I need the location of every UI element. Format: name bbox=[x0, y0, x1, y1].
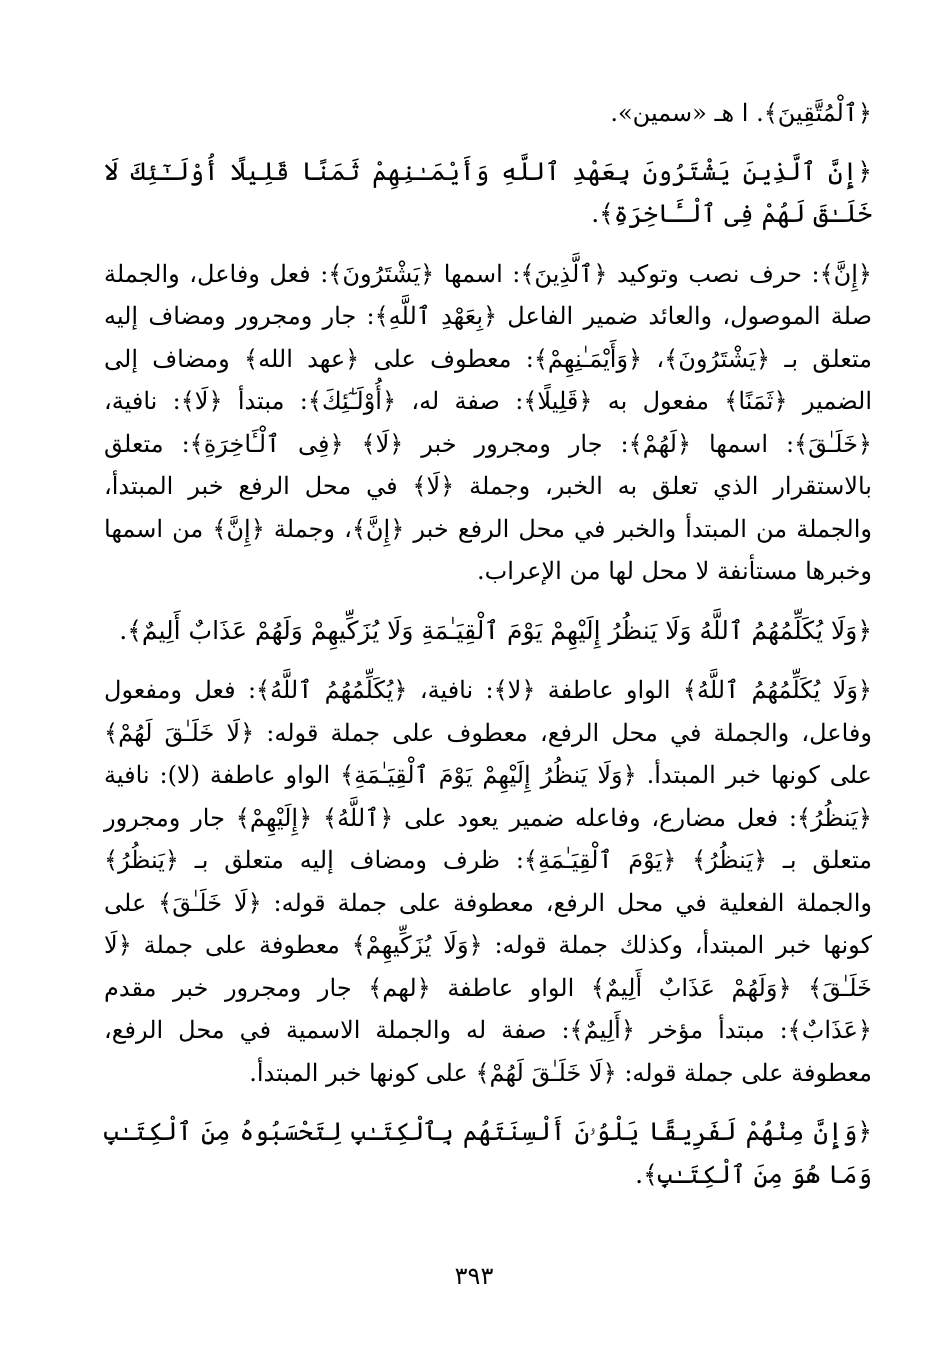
quran-verse: ﴿إِنَّ ٱلَّذِينَ يَشْتَرُونَ بِعَهْدِ ٱللَّهِ وَأَيْمَـٰنِهِمْ ثَمَنًا قَلِيلًا أُوْلَـٰٓئِكَ لَا خَلَـٰقَ لَهُمْ فِى ٱلْـَٔاخِرَةِ﴾. bbox=[104, 156, 872, 228]
paragraph-citation: ﴿ٱلْمُتَّقِينَ﴾. ا هـ «سمين». bbox=[610, 99, 872, 127]
grammar-analysis: ﴿إِنَّ﴾: حرف نصب وتوكيد ﴿ٱلَّذِينَ﴾: اسمها ﴿يَشْتَرُونَ﴾: فعل وفاعل، والجملة صلة الموصول، والعائد ضمير الفاعل ﴿بِعَهْدِ ٱللَّهِ﴾: جار ومجرور ومضاف إليه متعلق بـ ﴿يَشْتَرُونَ﴾، ﴿وَأَيْمَـٰنِهِمْ﴾: معطوف على ﴿عهد الله﴾ ومضاف إلى الضمير ﴿ثَمَنًا﴾ مفعول به ﴿قَلِيلًا﴾: صفة له، ﴿أُوْلَـٰٓئِكَ﴾: مبتدأ ﴿لَا﴾: نافية، ﴿خَلَـٰقَ﴾: اسمها ﴿لَهُمْ﴾: جار ومجرور خبر ﴿لَا﴾ ﴿فِى ٱلْـَٔاخِرَةِ﴾: متعلق بالاستقرار الذي تعلق به الخبر، وجملة ﴿لَا﴾ في محل الرفع خبر المبتدأ، والجملة من المبتدأ والخبر في محل الرفع خبر ﴿إِنَّ﴾، وجملة ﴿إِنَّ﴾ من اسمها وخبرها مستأنفة لا محل لها من الإعراب. bbox=[104, 259, 872, 585]
grammar-analysis: ﴿وَلَا يُكَلِّمُهُمُ ٱللَّهُ﴾ الواو عاطفة ﴿لا﴾: نافية، ﴿يُكَلِّمُهُمُ ٱللَّهُ﴾: فعل ومفعول وفاعل، والجملة في محل الرفع، معطوف على جملة قوله: ﴿لَا خَلَـٰقَ لَهُمْ﴾ على كونها خبر المبتدأ. ﴿وَلَا يَنظُرُ إِلَيْهِمْ يَوْمَ ٱلْقِيَـٰمَةِ﴾ الواو عاطفة (لا): نافية ﴿يَنظُرُ﴾: فعل مضارع، وفاعله ضمير يعود على ﴿ٱللَّهُ﴾ ﴿إِلَيْهِمْ﴾ جار ومجرور متعلق بـ ﴿يَنظُرُ﴾ ﴿يَوْمَ ٱلْقِيَـٰمَةِ﴾: ظرف ومضاف إليه متعلق بـ ﴿يَنظُرُ﴾ والجملة الفعلية في محل الرفع، معطوفة على جملة قوله: ﴿لَا خَلَـٰقَ﴾ على كونها خبر المبتدأ، وكذلك جملة قوله: ﴿وَلَا يُزَكِّيهِمْ﴾ معطوفة على جملة ﴿لَا خَلَـٰقَ﴾ ﴿وَلَهُمْ عَذَابٌ أَلِيمٌ﴾ الواو عاطفة ﴿لهم﴾ جار ومجرور خبر مقدم ﴿عَذَابٌ﴾: مبتدأ مؤخر ﴿أَلِيمٌ﴾: صفة له والجملة الاسمية في محل الرفع، معطوفة على جملة قوله: ﴿لَا خَلَـٰقَ لَهُمْ﴾ على كونها خبر المبتدأ. bbox=[104, 676, 872, 1087]
quran-verse: ﴿وَإِنَّ مِنْهُمْ لَفَرِيقًا يَلْوُۥنَ أَلْسِنَتَهُم بِٱلْكِتَـٰبِ لِتَحْسَبُوهُ مِنَ ٱلْكِتَـٰبِ وَمَا هُوَ مِنَ ٱلْكِتَـٰبِ﴾. bbox=[104, 1117, 872, 1189]
page-number: ٣٩٣ bbox=[454, 1262, 494, 1290]
quran-verse: ﴿وَلَا يُكَلِّمُهُمُ ٱللَّهُ وَلَا يَنظُرُ إِلَيْهِمْ يَوْمَ ٱلْقِيَـٰمَةِ وَلَا يُزَكِّيهِمْ وَلَهُمْ عَذَابٌ أَلِيمٌ﴾. bbox=[119, 615, 872, 645]
